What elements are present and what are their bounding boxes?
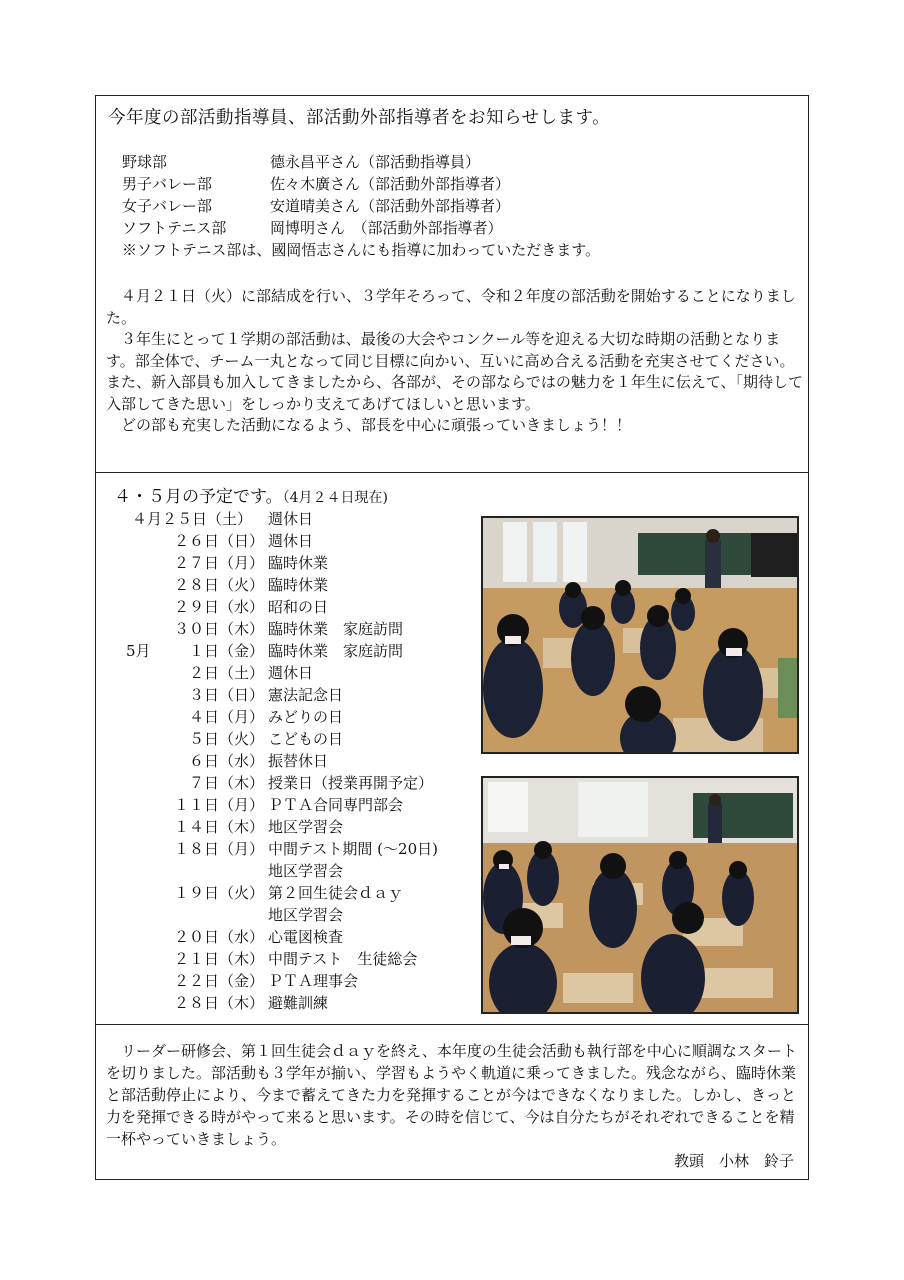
closing-paragraph: リーダー研修会、第１回生徒会ｄａｙを終え、本年度の生徒会活動も執行部を中心に順調なスタートを切りました。部活動も３学年が揃い、学習もようやく軌道に乗ってきました。残念ながら、臨時休業と部活動停止により、今まで蓄えてきた力を発揮することが今はできなくなりました。しかし、きっと力を発揮できる時がやって来ると思います。その時を信じて、今は自分たちがそれぞれできることを精一杯やっていきましょう。 xyxy=(106,1042,797,1148)
schedule-date: １９日（火） xyxy=(173,884,264,902)
schedule-month: 5月 xyxy=(126,642,151,660)
schedule-date: ２０日（水） xyxy=(173,928,264,946)
schedule-event: 地区学習会 xyxy=(268,818,344,836)
schedule-date: ２２日（金） xyxy=(173,972,264,990)
schedule-row xyxy=(96,530,476,552)
schedule-date: １日（金） xyxy=(188,642,264,660)
announcement-paragraph: どの部も充実した活動になるよう、部長を中心に頑張っていきましょう！！ xyxy=(121,416,632,434)
schedule-event: 週休日 xyxy=(268,532,314,550)
schedule-event: 臨時休業 xyxy=(268,576,329,594)
classroom-photo-2-image xyxy=(483,778,797,1012)
schedule-event: 臨時休業 家庭訪問 xyxy=(268,642,404,660)
schedule-row xyxy=(96,662,476,684)
section-divider xyxy=(96,1024,808,1025)
schedule-event: みどりの日 xyxy=(268,708,344,726)
schedule-row xyxy=(96,882,476,904)
section-divider xyxy=(96,472,808,473)
club-name: 野球部 xyxy=(122,153,168,171)
schedule-date: ４日（月） xyxy=(188,708,264,726)
classroom-photo-1-image xyxy=(483,518,797,752)
schedule-event: 授業日（授業再開予定） xyxy=(268,774,434,792)
schedule-event: 昭和の日 xyxy=(268,598,329,616)
schedule-event: 避難訓練 xyxy=(268,994,329,1012)
schedule-row xyxy=(96,574,476,596)
announcement-paragraph: ３年生にとって１学期の部活動は、最後の大会やコンクール等を迎える大切な時期の活動となります。部全体で、チーム一丸となって同じ目標に向かい、互いに高め合える活動を充実させてください。また、新入部員も加入してきましたから、各部が、その部ならではの魅力を１年生に伝えて、「期待して入部してきた思い」をしっかり支えてあげてほしいと思います。 xyxy=(106,330,804,413)
schedule-heading: ４・５月の予定です。 xyxy=(114,487,283,507)
schedule-event: 心電図検査 xyxy=(268,928,344,946)
schedule-date: ２９日（水） xyxy=(173,598,264,616)
newsletter-frame xyxy=(95,95,809,1180)
schedule-event: 週休日 xyxy=(268,510,314,528)
schedule-date: ２８日（火） xyxy=(173,576,264,594)
schedule-row xyxy=(96,706,476,728)
schedule-row xyxy=(96,970,476,992)
announcement-paragraph: ４月２１日（火）に部結成を行い、３学年そろって、令和２年度の部活動を開始することになりました。 xyxy=(106,287,796,327)
schedule-date: １４日（木） xyxy=(173,818,264,836)
schedule-event: ＰＴＡ合同専門部会 xyxy=(268,796,404,814)
schedule-event: こどもの日 xyxy=(268,730,344,748)
closing-message xyxy=(106,1040,806,1150)
schedule-row xyxy=(96,552,476,574)
schedule-event: 週休日 xyxy=(268,664,314,682)
schedule-row xyxy=(96,816,476,838)
schedule-date: ６日（水） xyxy=(188,752,264,770)
schedule-row xyxy=(96,750,476,772)
schedule-row xyxy=(96,926,476,948)
schedule-date: １１日（月） xyxy=(173,796,264,814)
schedule-date: ７日（木） xyxy=(188,774,264,792)
schedule-as-of: （4月２４日現在) xyxy=(282,490,389,506)
club-name: 男子バレー部 xyxy=(122,175,213,193)
schedule-row xyxy=(96,618,476,640)
schedule-date: ２１日（木） xyxy=(173,950,264,968)
schedule-row xyxy=(96,508,476,530)
schedule-event: 地区学習会 xyxy=(268,862,344,880)
schedule-event: 臨時休業 xyxy=(268,554,329,572)
signature: 教頭 小林 鈴子 xyxy=(673,1152,794,1170)
schedule-row xyxy=(96,596,476,618)
schedule-row xyxy=(96,992,476,1014)
classroom-photo-2 xyxy=(481,776,799,1014)
schedule-event: 振替休日 xyxy=(268,752,329,770)
schedule-row xyxy=(96,772,476,794)
schedule-event: 臨時休業 家庭訪問 xyxy=(268,620,404,638)
schedule-date: ３０日（木） xyxy=(173,620,264,638)
schedule-event: 中間テスト期間 (～20日) xyxy=(268,840,438,858)
schedule-event: 第２回生徒会ｄａｙ xyxy=(268,884,404,902)
instructor-name: 安道晴美さん（部活動外部指導者） xyxy=(270,197,511,215)
schedule-event: 中間テスト 生徒総会 xyxy=(268,950,418,968)
schedule-row xyxy=(96,794,476,816)
schedule-date: ３日（日） xyxy=(188,686,264,704)
schedule-title xyxy=(114,482,388,507)
schedule-date: １８日（月） xyxy=(173,840,264,858)
instructor-name: 岡博明さん （部活動外部指導者） xyxy=(270,219,503,237)
schedule-date: ２日（土） xyxy=(188,664,264,682)
schedule-row xyxy=(96,640,476,662)
schedule-event: ＰＴＡ理事会 xyxy=(268,972,359,990)
schedule-row xyxy=(96,684,476,706)
club-name: 女子バレー部 xyxy=(122,197,213,215)
schedule-row xyxy=(96,838,476,860)
schedule-event: 地区学習会 xyxy=(268,906,344,924)
schedule-date: ２６日（日） xyxy=(173,532,264,550)
instructor-name: 佐々木廣さん（部活動外部指導者） xyxy=(270,175,511,193)
schedule-row xyxy=(96,904,476,926)
club-name: ソフトテニス部 xyxy=(122,219,227,237)
schedule-row xyxy=(96,860,476,882)
instructor-name: 德永昌平さん（部活動指導員） xyxy=(270,153,481,171)
schedule-date: ４月２５日（土） xyxy=(131,510,252,528)
schedule-event: 憲法記念日 xyxy=(268,686,344,704)
schedule-date: ２８日（木） xyxy=(173,994,264,1012)
schedule-row xyxy=(96,728,476,750)
classroom-photo-1 xyxy=(481,516,799,754)
schedule-date: ２７日（月） xyxy=(173,554,264,572)
announcement-heading: 今年度の部活動指導員、部活動外部指導者をお知らせします。 xyxy=(108,108,611,128)
schedule-row xyxy=(96,948,476,970)
staff-note: ※ソフトテニス部は、國岡悟志さんにも指導に加わっていただきます。 xyxy=(122,241,601,259)
announcement-body xyxy=(106,286,806,437)
schedule-date: ５日（火） xyxy=(188,730,264,748)
